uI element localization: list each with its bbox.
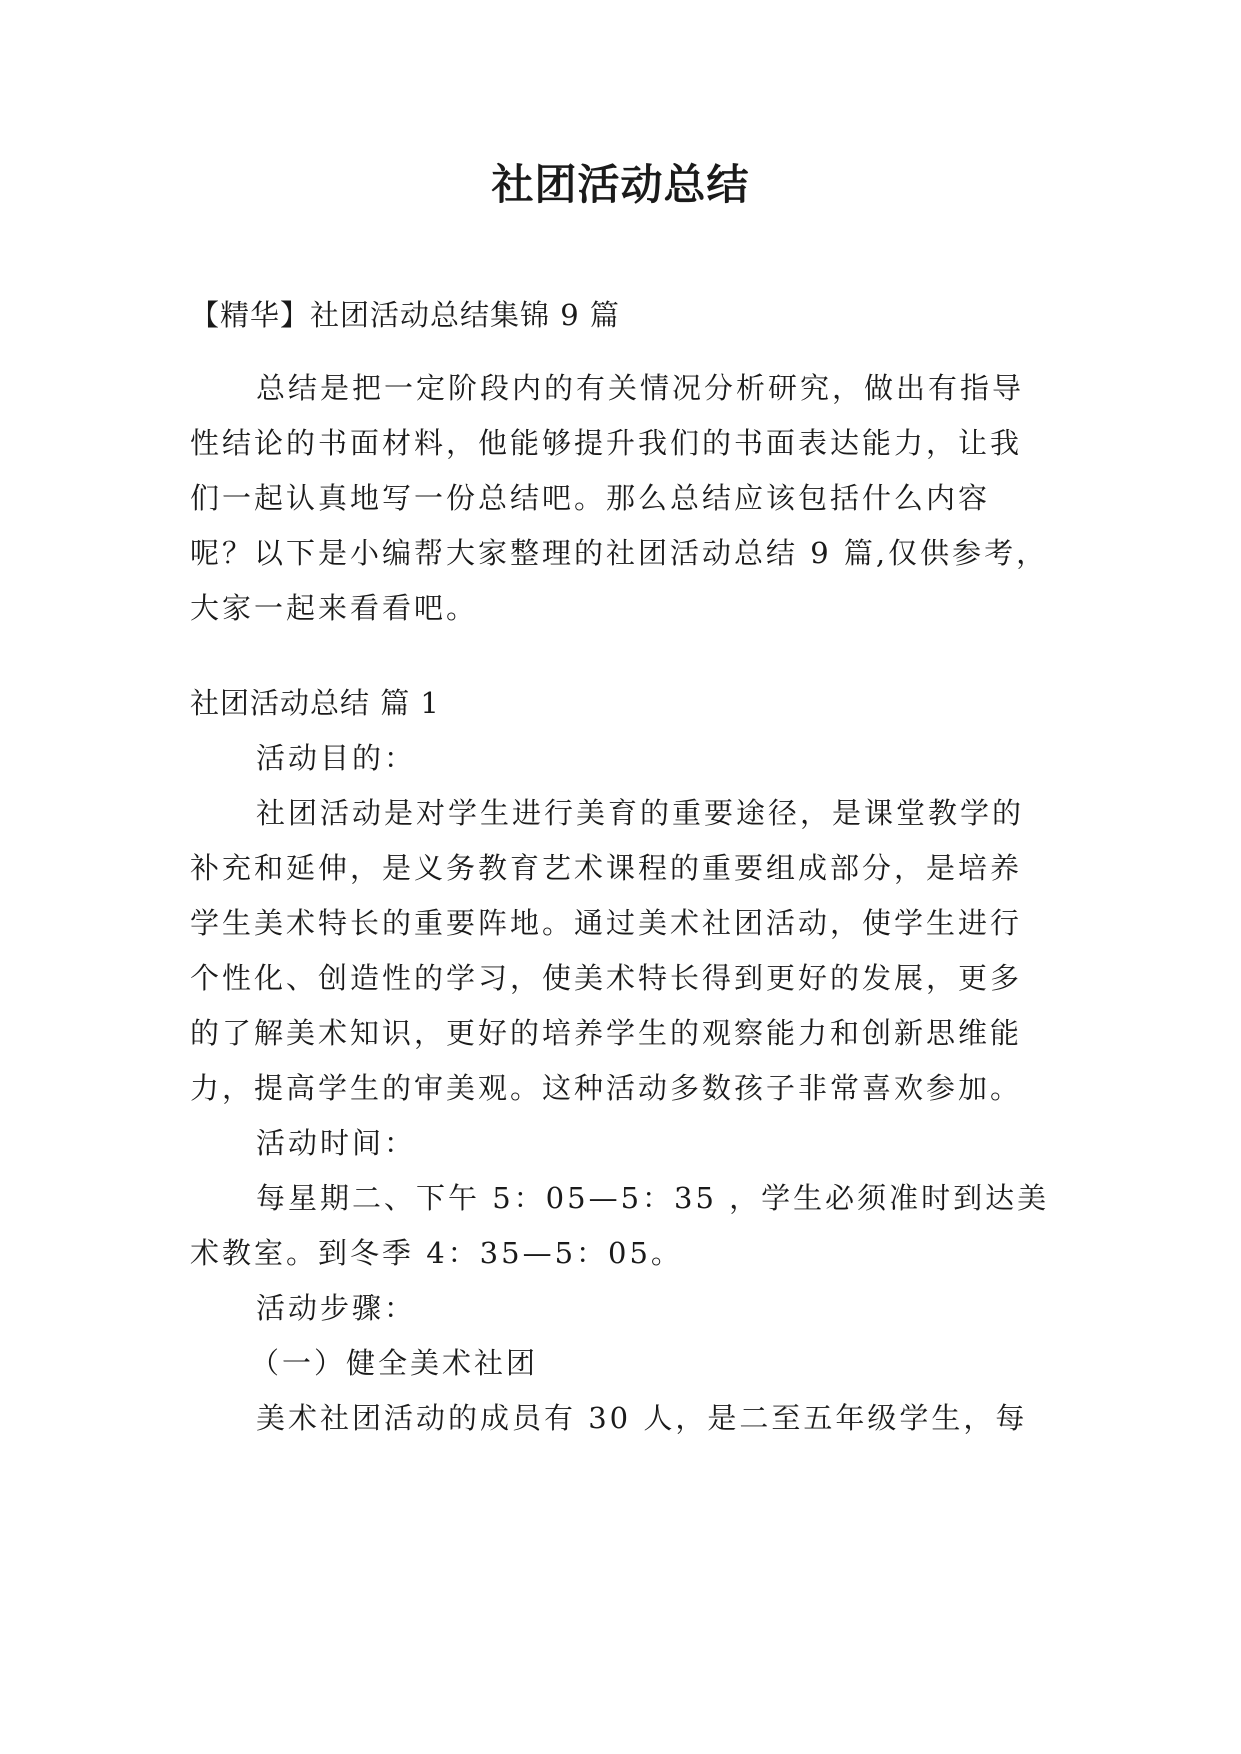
intro-line: 性结论的书面材料，他能够提升我们的书面表达能力，让我	[190, 426, 1023, 460]
intro-line: 大家一起来看看吧。	[190, 591, 479, 625]
intro-line: 们一起认真地写一份总结吧。那么总结应该包括什么内容	[190, 481, 991, 515]
document-subtitle: 【精华】社团活动总结集锦 9 篇	[190, 298, 620, 332]
intro-line: 呢？以下是小编帮大家整理的社团活动总结 9 篇,仅供参考，	[190, 536, 1049, 570]
purpose-line: 的了解美术知识，更好的培养学生的观察能力和创新思维能	[190, 1016, 1023, 1050]
purpose-label: 活动目的：	[256, 741, 417, 775]
purpose-line: 个性化、创造性的学习，使美术特长得到更好的发展，更多	[190, 961, 1023, 995]
time-label: 活动时间：	[256, 1126, 417, 1160]
steps-label: 活动步骤：	[256, 1291, 417, 1325]
purpose-line: 补充和延伸，是义务教育艺术课程的重要组成部分，是培养	[190, 851, 1023, 885]
time-line: 每星期二、下午 5：05—5：35 ，学生必须准时到达美	[256, 1181, 1050, 1215]
intro-line: 总结是把一定阶段内的有关情况分析研究，做出有指导	[256, 371, 1025, 405]
step1-line: 美术社团活动的成员有 30 人，是二至五年级学生，每	[256, 1401, 1028, 1435]
purpose-line: 力，提高学生的审美观。这种活动多数孩子非常喜欢参加。	[190, 1071, 1023, 1105]
time-line: 术教室。到冬季 4：35—5：05。	[190, 1236, 683, 1270]
purpose-line: 社团活动是对学生进行美育的重要途径，是课堂教学的	[256, 796, 1025, 830]
section-heading: 社团活动总结 篇 1	[190, 686, 440, 720]
purpose-line: 学生美术特长的重要阵地。通过美术社团活动，使学生进行	[190, 906, 1023, 940]
step1-heading: （一）健全美术社团	[250, 1346, 539, 1380]
document-title: 社团活动总结	[491, 160, 750, 209]
